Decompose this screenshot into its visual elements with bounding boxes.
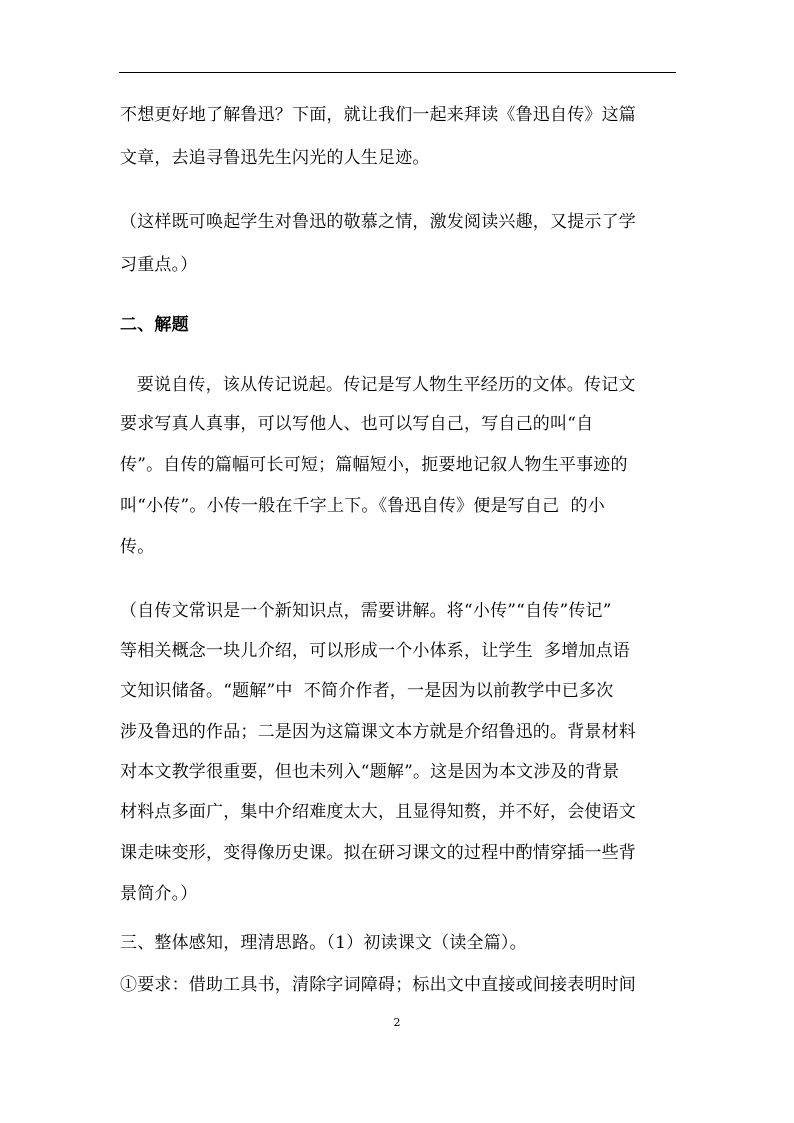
- text-line-13: 文知识储备。“题解”中 不简介作者，一是因为以前教学中已多次: [120, 681, 614, 701]
- text-line-3: （这样既可唤起学生对鲁迅的敬慕之情，激发阅读兴趣，又提示了学: [120, 212, 636, 232]
- page-number: 2: [393, 1016, 401, 1029]
- text-line-11: （自传文常识是一个新知识点，需要讲解。将“小传”“自传”传记”: [120, 601, 612, 621]
- section-heading-3: 三、整体感知，理清思路。（1）初读课文（读全篇）。: [120, 933, 527, 953]
- text-line-18: 景简介。）: [120, 884, 198, 904]
- text-line-9: 叫“小传”。小传一般在千字上下。《鲁迅自传》便是写自己 的小: [120, 496, 605, 516]
- text-line-8: 传”。自传的篇幅可长可短；篇幅短小，扼要地记叙人物生平事迹的: [120, 455, 628, 475]
- text-line-14: 涉及鲁迅的作品；二是因为这篇课文本方就是介绍鲁迅的。背景材料: [120, 722, 636, 742]
- text-line-20: ①要求：借助工具书，清除字词障碍；标出文中直接或间接表明时间: [120, 975, 636, 995]
- text-line-6: 要说自传，该从传记说起。传记是写人物生平经历的文体。传记文: [120, 375, 636, 395]
- text-line-2: 文章，去追寻鲁迅先生闪光的人生足迹。: [120, 148, 430, 168]
- text-line-4: 习重点。）: [120, 255, 198, 275]
- text-line-10: 传。: [120, 537, 155, 557]
- text-line-17: 课走味变形，变得像历史课。拟在研习课文的过程中酌情穿插一些背: [120, 843, 636, 863]
- text-line-7: 要求写真人真事，可以写他人、也可以写自己，写自己的叫“自: [120, 414, 594, 434]
- section-heading-2: 二、解题: [120, 315, 189, 335]
- text-line-15: 对本文教学很重要，但也未列入“题解”。这是因为本文涉及的背景: [120, 762, 620, 782]
- text-line-12: 等相关概念一块儿介绍，可以形成一个小体系，让学生 多增加点语: [120, 641, 631, 661]
- text-line-1: 不想更好地了解鲁迅？下面，就让我们一起来拜读《鲁迅自传》这篇: [120, 105, 636, 125]
- header-rule: [119, 72, 676, 73]
- text-line-16: 材料点多面广，集中介绍难度太大，且显得知赘，并不好，会使语文: [120, 802, 636, 822]
